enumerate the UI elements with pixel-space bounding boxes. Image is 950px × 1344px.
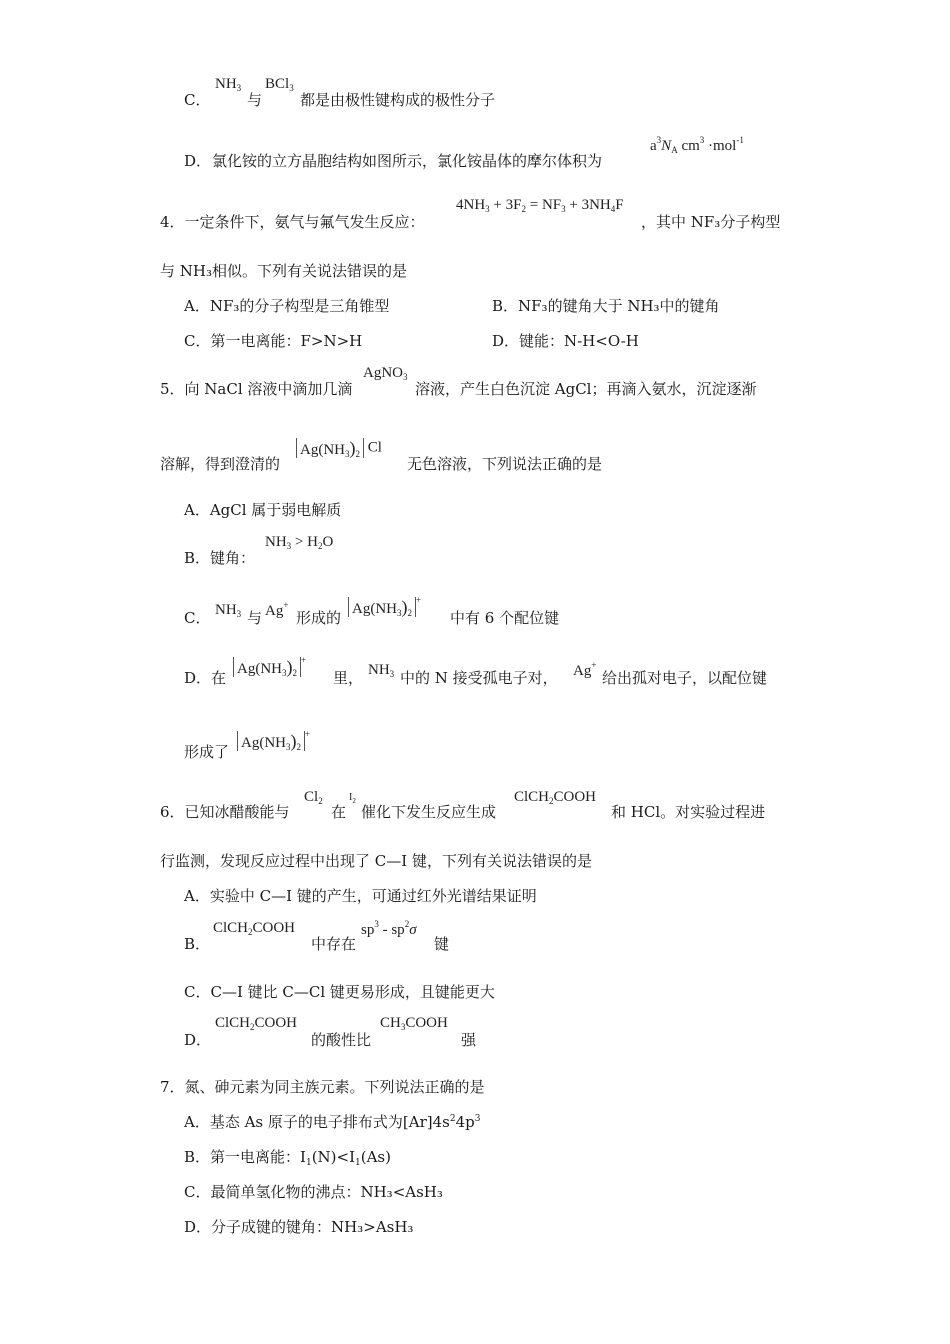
q4-eq-3-sub: 3: [561, 204, 566, 214]
q6-stem-b: 催化下发生反应生成: [361, 803, 497, 821]
q5-d-li: 里，: [333, 669, 364, 687]
q6-b-sp2-sup: 2: [404, 919, 410, 929]
q3-option-c-label: C．: [184, 91, 211, 109]
q5-agno3: [363, 365, 408, 382]
q3-d-a: a: [650, 138, 657, 154]
q5-b-nh-sub: 3: [286, 541, 292, 551]
q5-d-text2: 给出孤对电子，以配位键: [602, 669, 768, 687]
q3-c-nh3-sub: 3: [236, 83, 242, 93]
q6-option-b-label: B．: [184, 935, 211, 953]
q3-c-bcl3-sub: 3: [289, 83, 294, 93]
q5-complex-text: Ag(NH: [300, 442, 345, 458]
q6-b-formula: [213, 920, 295, 937]
q5-c-complex-sub2: 2: [407, 608, 412, 618]
q6-d-f-sub: 2: [250, 1022, 255, 1032]
q5-b-formula: [265, 534, 333, 551]
q3-d-mol: ·mol: [708, 138, 737, 154]
q3-d-mol-sup: -1: [736, 135, 744, 145]
q5-stem-d: 无色溶液，下列说法正确的是: [407, 455, 603, 473]
q6-d-f-text: ClCH: [215, 1015, 251, 1031]
q4-eq-1-sub: 3: [485, 204, 490, 214]
q4-equation: [456, 197, 624, 214]
q5-c-nh3: [215, 602, 241, 619]
q4-option-d: D．键能：N-H<O-H: [492, 332, 639, 350]
q5-b-h: > H: [291, 534, 318, 550]
q5-d-text3: 形成了: [184, 743, 230, 761]
q5-c-complex-text: Ag(NH: [352, 601, 397, 617]
q4-eq-1: 4NH: [456, 197, 486, 213]
q4-stem-c: 与 NH₃相似。下列有关说法错误的是: [160, 262, 407, 280]
q3-c-text: 都是由极性键构成的极性分子: [300, 91, 496, 109]
q7-option-b: [184, 1147, 391, 1170]
q6-option-c: C．C—I 键比 C—Cl 键更易形成，且键能更大: [184, 983, 495, 1001]
q4-eq-3: = NF: [525, 197, 562, 213]
q5-complex-close: ): [349, 438, 356, 458]
q5-option-c-label: C．: [184, 609, 211, 627]
q6-b-mid: 中存在: [311, 935, 357, 953]
q6-product-text: ClCH: [514, 789, 550, 805]
q5-d-complex: [233, 657, 306, 677]
q5-c-form: 形成的: [296, 609, 342, 627]
q5-d-nh3: [368, 662, 394, 679]
q6-zai: 在: [331, 803, 347, 821]
q5-complex-sub3: 3: [345, 449, 350, 459]
q3-d-n: N: [661, 138, 672, 154]
q5-d-complex-sub3: 3: [282, 668, 287, 678]
q6-d-g-text: CH: [380, 1015, 401, 1031]
q7-option-d: D．分子成键的键角：NH₃>AsH₃: [184, 1218, 414, 1236]
q6-cl2-sub: 2: [318, 796, 323, 806]
q6-product-text2: COOH: [553, 789, 597, 805]
q3-c-nh3-text: NH: [215, 76, 237, 92]
q5-b-nh: NH: [265, 534, 287, 550]
q5-d-ag-sup: +: [591, 660, 597, 670]
q6-i2-text: I: [349, 792, 353, 803]
q6-stem-a: 6．已知冰醋酸能与: [160, 803, 290, 821]
q3-c-with: 与: [247, 91, 263, 109]
q5-d-nh3-sub: 3: [389, 669, 395, 679]
q7-b-text2: (N)<I: [311, 1148, 356, 1166]
q6-cl2-text: Cl: [304, 789, 319, 805]
q4-eq-2: + 3F: [489, 197, 522, 213]
q5-d-complex-sub2: 2: [292, 668, 297, 678]
q6-b-dash: - sp: [378, 922, 405, 938]
q6-b-sp-sup: 3: [374, 919, 379, 929]
q6-stem-d: 行监测，发现反应过程中出现了 C—I 键，下列有关说法错误的是: [160, 852, 592, 870]
q3-c-bcl3-text: BCl: [265, 76, 290, 92]
q6-d-end: 强: [461, 1031, 477, 1049]
q5-c-with: 与: [247, 609, 263, 627]
q7-b-text3: (As): [360, 1148, 391, 1166]
q5-c-complex-sub3: 3: [397, 608, 402, 618]
q5-c-complex-bracket: [348, 597, 416, 617]
q5-agno3-sub: 3: [403, 372, 408, 382]
q5-stem-a: 5．向 NaCl 溶液中滴加几滴: [160, 380, 353, 398]
q4-stem-a: 4．一定条件下，氨气与氟气发生反应：: [160, 213, 425, 231]
q5-d-complex-close: ): [286, 657, 293, 677]
q5-complex-chloride: [296, 438, 382, 458]
q7-b-sub2: 1: [355, 1158, 361, 1168]
q5-agno3-text: AgNO: [363, 365, 403, 381]
q6-i2: [349, 792, 356, 803]
q3-d-molar-volume-formula: [650, 135, 744, 155]
q6-option-a: A．实验中 C—I 键的产生，可通过红外光谱结果证明: [184, 887, 537, 905]
q6-b-f-text: ClCH: [213, 920, 249, 936]
q5-stem-c: 溶解，得到澄清的: [160, 455, 281, 473]
q6-stem-c: 和 HCl。对实验过程进: [611, 803, 766, 821]
q5-option-a: A．AgCl 属于弱电解质: [184, 501, 342, 519]
q7-option-a: [184, 1112, 480, 1135]
q7-a-sup2: 3: [474, 1114, 481, 1124]
q3-option-d-label: D．: [184, 152, 212, 170]
q5-c-complex-plus: +: [416, 595, 422, 606]
q4-eq-5: F: [615, 197, 624, 213]
q6-option-d-label: D．: [184, 1031, 212, 1049]
q5-option-b-label: B．键角：: [184, 549, 256, 567]
q5-d2-complex-close: ): [290, 731, 297, 751]
q6-d-f-text2: COOH: [254, 1015, 298, 1031]
q6-d-formula: [215, 1015, 297, 1032]
q7-b-sub1: 1: [305, 1158, 312, 1168]
q6-b-sp: sp: [361, 922, 375, 938]
q5-d-complex-text: Ag(NH: [237, 661, 282, 677]
q4-stem-b: ，其中 NF₃分子构型: [641, 213, 781, 231]
q6-b-bond: [361, 919, 417, 939]
q5-c-complex: [348, 597, 421, 617]
q5-complex-bracket: [296, 438, 364, 458]
q5-c-text: 中有 6 个配位键: [450, 609, 560, 627]
q5-c-complex-close: ): [401, 597, 408, 617]
q5-d-complex-2: [237, 731, 310, 751]
q5-d2-complex-sub3: 3: [286, 742, 291, 752]
q4-option-b: B．NF₃的键角大于 NH₃中的键角: [492, 297, 720, 315]
q7-a-text1: A．基态 As 原子的电子排布式为[Ar]4s: [184, 1113, 450, 1131]
q5-d2-complex-text: Ag(NH: [241, 735, 286, 751]
q6-d-g-sub: 3: [400, 1022, 406, 1032]
q4-eq-4-sub: 4: [610, 204, 616, 214]
q5-d-ag: [573, 660, 597, 680]
q4-eq-4: + 3NH: [565, 197, 611, 213]
q4-eq-2-sub: 2: [521, 204, 526, 214]
q7-b-text1: B．第一电离能：I: [184, 1148, 306, 1166]
q6-d-acetic: [380, 1015, 448, 1032]
q5-complex-sub2: 2: [355, 449, 360, 459]
q6-d-mid: 的酸性比: [311, 1031, 372, 1049]
q6-b-f-sub: 2: [248, 927, 253, 937]
q3-d-cm-sup: 3: [699, 135, 705, 145]
q5-c-ag-sup: +: [283, 600, 289, 610]
q3-d-a-sup: 3: [656, 135, 662, 145]
q5-d2-complex-sub2: 2: [296, 742, 301, 752]
q7-option-c: C．最简单氢化物的沸点：NH₃<AsH₃: [184, 1183, 443, 1201]
q5-d2-complex-plus: +: [305, 729, 311, 740]
q5-c-nh3-text: NH: [215, 602, 237, 618]
q5-b-o: O: [322, 534, 334, 550]
q6-product: [514, 789, 596, 806]
q3-c-formula-bcl3: [265, 76, 294, 93]
q6-i2-sub: 2: [352, 797, 356, 805]
q6-product-sub: 2: [549, 796, 554, 806]
q5-d-text1: 中的 N 接受孤电子对，: [400, 669, 558, 687]
q3-c-formula-nh3: [215, 76, 241, 93]
q3-d-n-sub: A: [671, 145, 678, 155]
q7-a-sup1: 2: [449, 1114, 456, 1124]
q5-d-complex-bracket: [233, 657, 301, 677]
q5-stem-b: 溶液，产生白色沉淀 AgCl；再滴入氨水，沉淀逐渐: [415, 380, 757, 398]
q5-option-d-label: D．在: [184, 669, 227, 687]
q5-c-ag-text: Ag: [265, 603, 284, 619]
q4-option-c: C．第一电离能：F>N>H: [184, 332, 363, 350]
q3-d-cm: cm: [681, 138, 700, 154]
q5-d2-complex-bracket: [237, 731, 305, 751]
q6-b-end: 键: [434, 935, 450, 953]
q6-cl2: [304, 789, 323, 806]
q6-b-sigma: σ: [409, 922, 417, 938]
q5-c-ag: [265, 600, 289, 620]
q5-d-ag-text: Ag: [573, 663, 592, 679]
q5-c-nh3-sub: 3: [236, 609, 242, 619]
q5-d-complex-plus: +: [301, 655, 307, 666]
q5-d-nh3-text: NH: [368, 662, 390, 678]
q7-a-text2: 4p: [455, 1113, 475, 1131]
q4-option-a: A．NF₃的分子构型是三角锥型: [184, 297, 390, 315]
q5-cl: Cl: [367, 439, 382, 456]
q5-b-h-sub: 2: [317, 541, 323, 551]
q3-d-text: 氯化铵的立方晶胞结构如图所示，氯化铵晶体的摩尔体积为: [212, 152, 603, 170]
q6-b-f-text2: COOH: [252, 920, 296, 936]
q6-d-g-text2: COOH: [405, 1015, 448, 1031]
q7-stem: 7．氮、砷元素为同主族元素。下列说法正确的是: [160, 1078, 485, 1096]
